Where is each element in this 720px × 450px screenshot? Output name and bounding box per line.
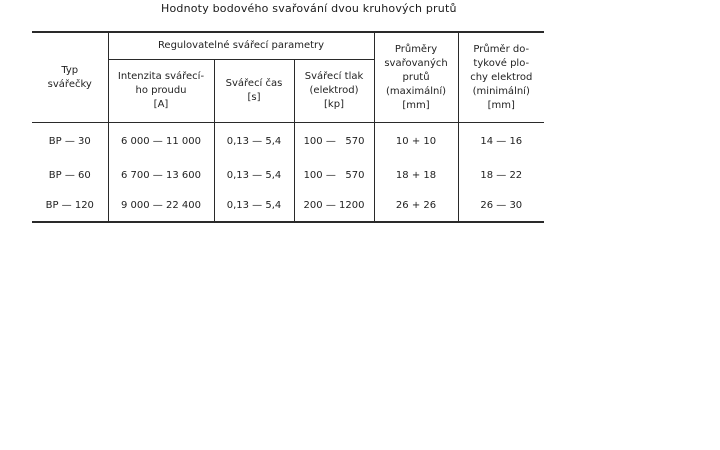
table-title: Hodnoty bodového svařování dvou kruhových prutů [161,2,457,15]
cell-current: 6 700 — 13 600 [108,161,214,191]
header-type: Typ svářečky [32,32,108,123]
cell-type: BP — 30 [32,123,108,162]
header-electrode-diameter: Průměr do- tykové plo- chy elektrod (minimální) [mm] [458,32,544,123]
table-row [32,161,544,191]
header-bar-diameter: Průměry svařovaných prutů (maximální) [mm] [374,32,458,123]
table-row [32,123,544,162]
cell-pressure: 100 — 570 [294,161,374,191]
welding-parameters-table [32,31,544,223]
header-time: Svářecí čas [s] [214,60,294,123]
cell-pressure: 100 — 570 [294,123,374,162]
cell-time: 0,13 — 5,4 [214,123,294,162]
header-current: Intenzita svářecí- ho proudu [A] [108,60,214,123]
cell-electrode-diameter: 14 — 16 [458,123,544,162]
cell-time: 0,13 — 5,4 [214,191,294,222]
cell-electrode-diameter: 26 — 30 [458,191,544,222]
header-pressure: Svářecí tlak (elektrod) [kp] [294,60,374,123]
cell-type: BP — 60 [32,161,108,191]
cell-time: 0,13 — 5,4 [214,161,294,191]
header-row-top [32,32,544,60]
cell-electrode-diameter: 18 — 22 [458,161,544,191]
cell-bar-diameter: 26 + 26 [374,191,458,222]
cell-pressure: 200 — 1200 [294,191,374,222]
cell-bar-diameter: 10 + 10 [374,123,458,162]
cell-bar-diameter: 18 + 18 [374,161,458,191]
cell-type: BP — 120 [32,191,108,222]
header-group-parameters: Regulovatelné svářecí parametry [108,32,374,60]
cell-current: 6 000 — 11 000 [108,123,214,162]
table-row [32,191,544,222]
cell-current: 9 000 — 22 400 [108,191,214,222]
